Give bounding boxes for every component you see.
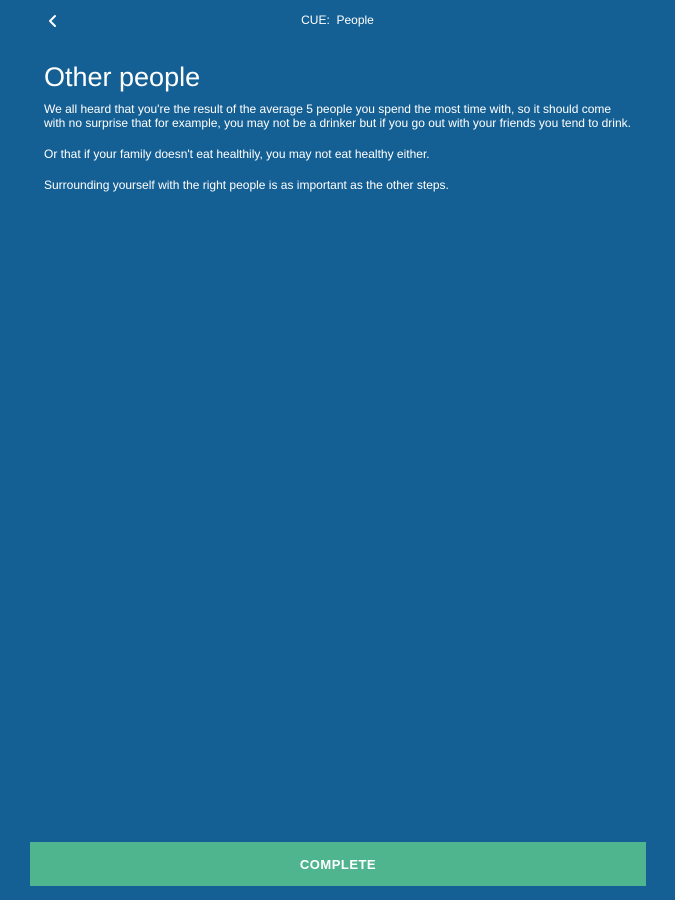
body-paragraph: Surrounding yourself with the right people is as important as the other steps. xyxy=(44,178,449,192)
top-bar xyxy=(0,0,675,40)
body-paragraph: We all heard that you're the result of the average 5 people you spend the most time with, so it should come with no surprise that for example, you may not be a drinker but if you go out with your friends you tend to drink. xyxy=(44,102,631,130)
complete-button[interactable]: COMPLETE xyxy=(30,842,646,886)
page-title: Other people xyxy=(44,62,201,92)
main-content xyxy=(44,60,634,209)
page-header-title: CUE: People xyxy=(301,13,374,27)
body-paragraph: Or that if your family doesn't eat healthily, you may not eat healthy either. xyxy=(44,147,430,161)
